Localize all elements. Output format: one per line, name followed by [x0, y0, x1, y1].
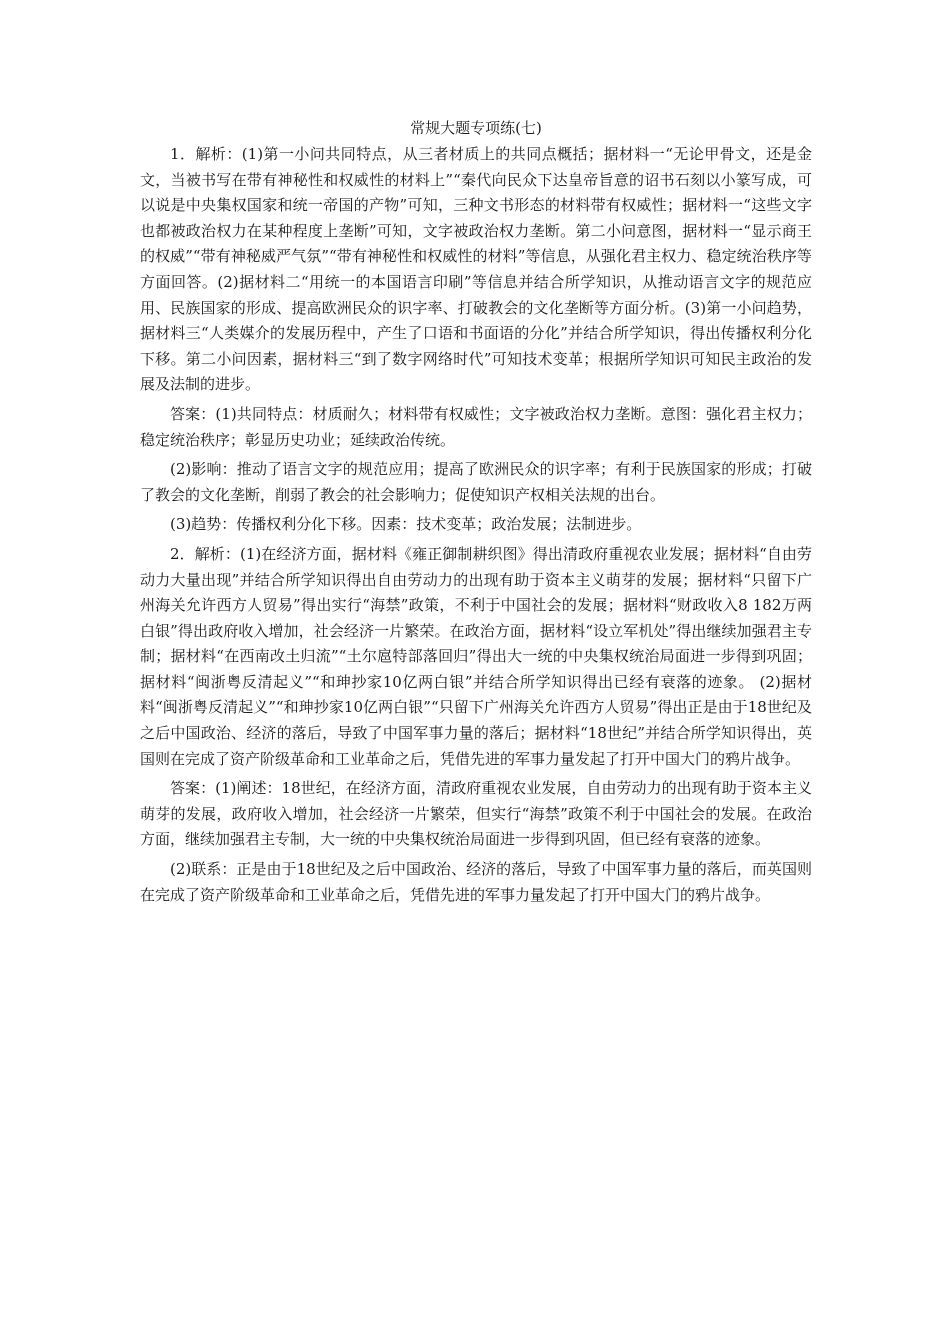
q1-answer-part2: (2)影响：推动了语言文字的规范应用；提高了欧洲民众的识字率；有利于民族国家的形成；打破了教会的文化垄断，削弱了教会的社会影响力；促使知识产权相关法规的出台。 [140, 460, 812, 504]
q1-analysis: 1．解析：(1)第一小问共同特点，从三者材质上的共同点概括；据材料一“无论甲骨文，还是金文，当被书写在带有神秘性和权威性的材料上”“秦代向民众下达皇帝旨意的诏书石刻以小篆写成，可以说是中央集权国家和统一帝国的产物”可知，三种文书形态的材料带有权威性；据材料一“这些文字也都被政治权力在某种程度上垄断”可知，文字被政治权力垄断。第二小问意图，据材料一“显示商王的权威”“带有神秘威严气氛”“带有神秘性和权威性的材料”等信息，从强化君主权力、稳定统治秩序等方面回答。(2)据材料二“用统一的本国语言印刷”等信息并结合所学知识，从推动语言文字的规范应用、民族国家的形成、提高欧洲民众的识字率、打破教会的文化垄断等方面分析。(3)第一小问趋势，据材料三“人类媒介的发展历程中，产生了口语和书面语的分化”并结合所学知识，得出传播权利分化下移。第二小问因素，据材料三“到了数字网络时代”可知技术变革；根据所学知识可知民主政治的发展及法制的进步。 [140, 145, 812, 394]
document-title: 常规大题专项练(七) [410, 119, 542, 137]
q2-answer-part1: 答案：(1)阐述：18世纪，在经济方面，清政府重视农业发展，自由劳动力的出现有助于资本主义萌芽的发展，政府收入增加，社会经济一片繁荣，但实行“海禁”政策不利于中国社会的发展。在政治方面，继续加强君主专制，大一统的中央集权统治局面进一步得到巩固，但已经有衰落的迹象。 [140, 779, 812, 849]
q1-answer-part3: (3)趋势：传播权利分化下移。因素：技术变革；政治发展；法制进步。 [170, 515, 642, 534]
q2-answer-part2: (2)联系：正是由于18世纪及之后中国政治、经济的落后，导致了中国军事力量的落后，而英国则在完成了资产阶级革命和工业革命之后，凭借先进的军事力量发起了打开中国大门的鸦片战争。 [140, 860, 812, 904]
document-page [140, 116, 812, 912]
q2-analysis: 2．解析：(1)在经济方面，据材料《雍正御制耕织图》得出清政府重视农业发展；据材料“自由劳动力大量出现”并结合所学知识得出自由劳动力的出现有助于资本主义萌芽的发展；据材料“只留下广州海关允许西方人贸易”得出实行“海禁”政策，不利于中国社会的发展；据材料“财政收入8 182万两白银”得出政府收入增加，社会经济一片繁荣。在政治方面，据材料“设立军机处”得出继续加强君主专制；据材料“在西南改土归流”“土尔扈特部落回归”得出大一统的中央集权统治局面进一步得到巩固；据材料“闽浙粤反清起义”“和珅抄家10亿两白银”并结合所学知识得出已经有衰落的迹象。 (2)据材料“闽浙粤反清起义”“和珅抄家10亿两白银”“只留下广州海关允许西方人贸易”得出正是由于18世纪及之后中国政治、经济的落后，导致了中国军事力量的落后；据材料“18世纪”并结合所学知识得出，英国则在完成了资产阶级革命和工业革命之后，凭借先进的军事力量发起了打开中国大门的鸦片战争。 [140, 544, 812, 768]
q1-answer-part1: 答案：(1)共同特点：材质耐久；材料带有权威性；文字被政治权力垄断。意图：强化君主权力；稳定统治秩序；彰显历史功业；延续政治传统。 [140, 404, 812, 449]
